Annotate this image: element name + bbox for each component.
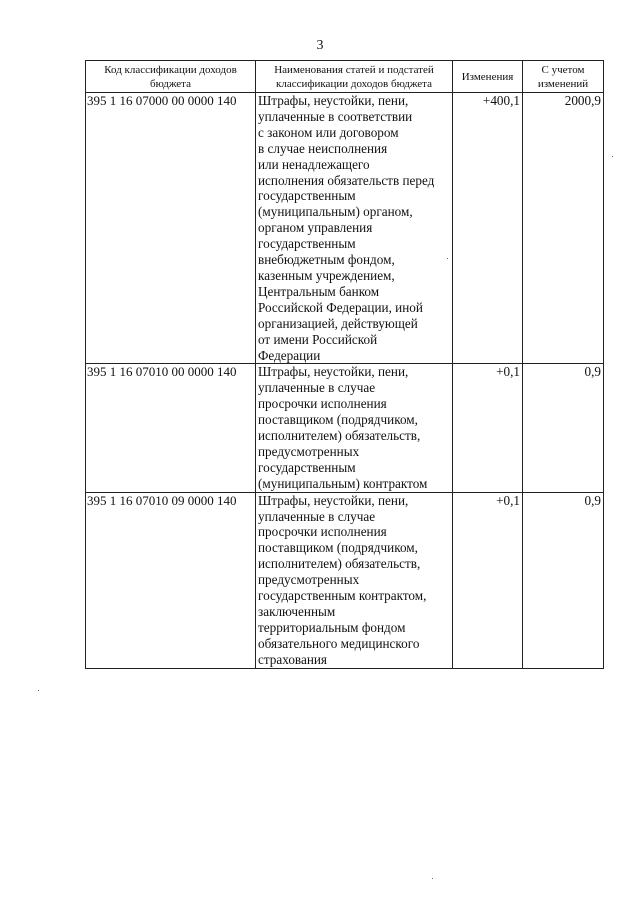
page-number: 3 bbox=[316, 38, 324, 53]
budget-code-cell: 395 1 16 07010 00 0000 140 bbox=[86, 364, 256, 492]
total-cell: 0,9 bbox=[523, 364, 604, 492]
table-row bbox=[86, 93, 604, 364]
budget-code-cell: 395 1 16 07000 00 0000 140 bbox=[86, 93, 256, 364]
revenue-name-cell bbox=[256, 492, 453, 668]
revenue-name-line: в случае неисполнения bbox=[258, 140, 388, 156]
revenue-changes-table bbox=[85, 60, 604, 669]
revenue-name-line: государственным bbox=[258, 459, 356, 475]
revenue-name-line: казенным учреждением, bbox=[258, 267, 395, 283]
revenue-name-line: уплаченные в случае bbox=[258, 380, 376, 396]
revenue-name-line: Штрафы, неустойки, пени, bbox=[258, 364, 409, 380]
revenue-name-line: органом управления bbox=[258, 220, 373, 236]
revenue-name-line: предусмотренных bbox=[258, 443, 360, 459]
scan-speck bbox=[447, 258, 448, 259]
table-row bbox=[86, 492, 604, 668]
revenue-name-line: Центральным банком bbox=[258, 283, 380, 299]
revenue-name-line: заключенным bbox=[258, 604, 336, 619]
budget-code-cell: 395 1 16 07010 09 0000 140 bbox=[86, 492, 256, 668]
table-row bbox=[86, 364, 604, 492]
total-cell: 0,9 bbox=[523, 492, 604, 668]
header-change: Изменения bbox=[453, 61, 523, 93]
scan-speck bbox=[432, 878, 433, 879]
revenue-name-line: страхования bbox=[258, 651, 327, 667]
header-code: Код классификации доходов бюджета bbox=[86, 61, 256, 93]
revenue-name-line: Штрафы, неустойки, пени, bbox=[258, 93, 409, 108]
revenue-name-line: поставщиком (подрядчиком, bbox=[258, 412, 418, 428]
revenue-name-line: исполнения обязательств перед bbox=[258, 172, 435, 188]
revenue-name-line: от имени Российской bbox=[258, 331, 378, 347]
revenue-name-line: государственным контрактом, bbox=[258, 588, 427, 604]
revenue-name-line: уплаченные в случае bbox=[258, 508, 376, 524]
revenue-name-line: просрочки исполнения bbox=[258, 524, 387, 540]
revenue-name-line: государственным bbox=[258, 236, 356, 252]
revenue-name-line: с законом или договором bbox=[258, 124, 399, 140]
total-cell: 2000,9 bbox=[523, 93, 604, 364]
revenue-name-line: или ненадлежащего bbox=[258, 156, 370, 172]
revenue-name-line: исполнителем) обязательств, bbox=[258, 428, 421, 444]
revenue-name-line: предусмотренных bbox=[258, 572, 360, 588]
table-header-row bbox=[86, 61, 604, 93]
revenue-name-line: (муниципальным) органом, bbox=[258, 204, 413, 220]
change-cell: +0,1 bbox=[453, 364, 523, 492]
revenue-name-line: поставщиком (подрядчиком, bbox=[258, 540, 418, 556]
revenue-name-cell bbox=[256, 93, 453, 364]
revenue-name-line: внебюджетным фондом, bbox=[258, 252, 395, 268]
revenue-name-line: организацией, действующей bbox=[258, 315, 418, 331]
revenue-name-line: обязательного медицинского bbox=[258, 635, 420, 651]
revenue-name-line: Федерации bbox=[258, 347, 321, 363]
revenue-name-line: исполнителем) обязательств, bbox=[258, 556, 421, 572]
header-total: С учетом изменений bbox=[523, 61, 604, 93]
scan-speck bbox=[612, 156, 613, 157]
revenue-name-line: территориальным фондом bbox=[258, 619, 406, 635]
revenue-name-cell bbox=[256, 364, 453, 492]
change-cell: +0,1 bbox=[453, 492, 523, 668]
revenue-name-line: Штрафы, неустойки, пени, bbox=[258, 492, 409, 508]
revenue-name-line: государственным bbox=[258, 188, 356, 204]
revenue-name-line: уплаченные в соответствии bbox=[258, 108, 413, 124]
header-name: Наименования статей и подстатей классификации доходов бюджета bbox=[256, 61, 453, 93]
change-cell: +400,1 bbox=[453, 93, 523, 364]
scan-speck bbox=[38, 690, 39, 691]
revenue-name-line: Российской Федерации, иной bbox=[258, 299, 423, 315]
revenue-name-line: просрочки исполнения bbox=[258, 396, 387, 412]
revenue-name-line: (муниципальным) контрактом bbox=[258, 475, 428, 491]
